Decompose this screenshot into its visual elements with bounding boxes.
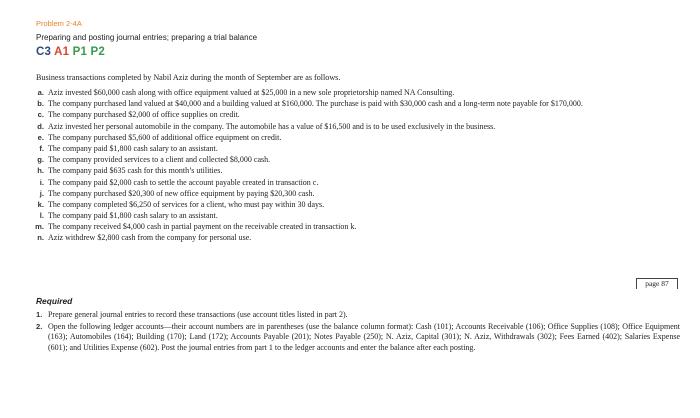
transaction-text: Aziz withdrew $2,800 cash from the company for personal use. bbox=[48, 233, 252, 243]
transaction-letter: a. bbox=[37, 88, 44, 97]
intro-text: Business transactions completed by Nabil Aziz during the month of September are as follows. bbox=[36, 73, 341, 82]
transaction-text: The company paid $2,000 cash to settle the account payable created in transaction c. bbox=[48, 177, 319, 187]
required-item bbox=[36, 310, 680, 320]
page-number: page 87 bbox=[636, 278, 678, 289]
transaction-letter: m. bbox=[35, 222, 44, 232]
transaction-letter: h. bbox=[37, 166, 44, 176]
transaction-text: The company completed $6,250 of services for a client, who must pay within 30 days. bbox=[48, 199, 325, 209]
transaction-item bbox=[30, 188, 695, 199]
transaction-item bbox=[30, 177, 695, 188]
transaction-text: The company paid $635 cash for this month’s utilities. bbox=[48, 166, 223, 176]
transaction-list bbox=[30, 87, 695, 244]
transaction-item bbox=[30, 109, 695, 120]
transaction-text: The company paid $1,800 cash salary to an assistant. bbox=[48, 211, 218, 221]
learning-objective-codes bbox=[36, 46, 105, 58]
required-item bbox=[36, 322, 680, 353]
transaction-item bbox=[30, 199, 695, 210]
transaction-item bbox=[30, 121, 695, 132]
transaction-item bbox=[30, 98, 695, 109]
transaction-text: The company purchased $5,600 of additional office equipment on credit. bbox=[48, 132, 282, 142]
required-heading: Required bbox=[36, 296, 73, 306]
transaction-letter: j. bbox=[39, 188, 44, 198]
code-p1: P1 bbox=[72, 46, 88, 58]
code-c3: C3 bbox=[36, 46, 52, 58]
transaction-item bbox=[30, 143, 695, 154]
transaction-text: The company purchased land valued at $40,000 and a building valued at $160,000. The purchase is paid with $30,000 cash and a long-term note payable for $170,000. bbox=[48, 99, 583, 109]
transaction-item bbox=[30, 221, 695, 232]
transaction-letter: k. bbox=[37, 199, 44, 209]
transaction-text: The company paid $1,800 cash salary to an assistant. bbox=[48, 143, 218, 153]
transaction-text: Aziz invested her personal automobile in the company. The automobile has a value of $16,500 and is to be used exclusively in the business. bbox=[48, 121, 496, 131]
transaction-letter: l. bbox=[39, 211, 44, 221]
required-text: Prepare general journal entries to record these transactions (use account titles listed in part 2). bbox=[48, 310, 348, 319]
transaction-letter: n. bbox=[37, 233, 44, 243]
transaction-text: The company received $4,000 cash in partial payment on the receivable created in transaction k. bbox=[48, 222, 357, 232]
transaction-text: The company purchased $2,000 of office supplies on credit. bbox=[48, 110, 240, 120]
transaction-letter: d. bbox=[37, 121, 44, 131]
code-a1: A1 bbox=[54, 46, 70, 58]
transaction-text: The company provided services to a client and collected $8,000 cash. bbox=[48, 155, 271, 165]
required-number: 2. bbox=[36, 322, 43, 332]
transaction-text: Aziz invested $60,000 cash along with office equipment valued at $25,000 in a new sole proprietorship named NA Consulting. bbox=[48, 88, 455, 97]
transaction-letter: f. bbox=[39, 143, 44, 153]
transaction-letter: i. bbox=[39, 177, 44, 187]
transaction-item bbox=[30, 87, 695, 98]
transaction-letter: c. bbox=[37, 110, 44, 120]
code-p2: P2 bbox=[90, 46, 105, 58]
required-number: 1. bbox=[36, 310, 43, 319]
transaction-text: The company purchased $20,300 of new office equipment by paying $20,300 cash. bbox=[48, 188, 315, 198]
transaction-item bbox=[30, 210, 695, 221]
required-list bbox=[36, 310, 680, 355]
transaction-item bbox=[30, 232, 695, 243]
required-text: Open the following ledger accounts—their account numbers are in parentheses (use the balance column format): Cash (101); Accounts Receivable (106); Office Supplies (108); Office Equipment (163); Automobiles (164); Building (170); Land (172); Accounts Payable (201); Notes Payable (250); N. Aziz, Capital (301); N. Aziz, Withdrawals (302); Fees Earned (402); Salaries Expense (601); and Utilities Expense (602). Post the journal entries from part 1 to the ledger accounts and enter the balance after each posting. bbox=[48, 322, 680, 352]
transaction-item bbox=[30, 165, 695, 176]
transaction-item bbox=[30, 132, 695, 143]
transaction-letter: b. bbox=[37, 99, 44, 109]
problem-number: Problem 2-4A bbox=[36, 19, 82, 28]
transaction-letter: g. bbox=[37, 155, 44, 165]
transaction-item bbox=[30, 154, 695, 165]
problem-subtitle: Preparing and posting journal entries; preparing a trial balance bbox=[36, 33, 258, 42]
transaction-letter: e. bbox=[37, 132, 44, 142]
